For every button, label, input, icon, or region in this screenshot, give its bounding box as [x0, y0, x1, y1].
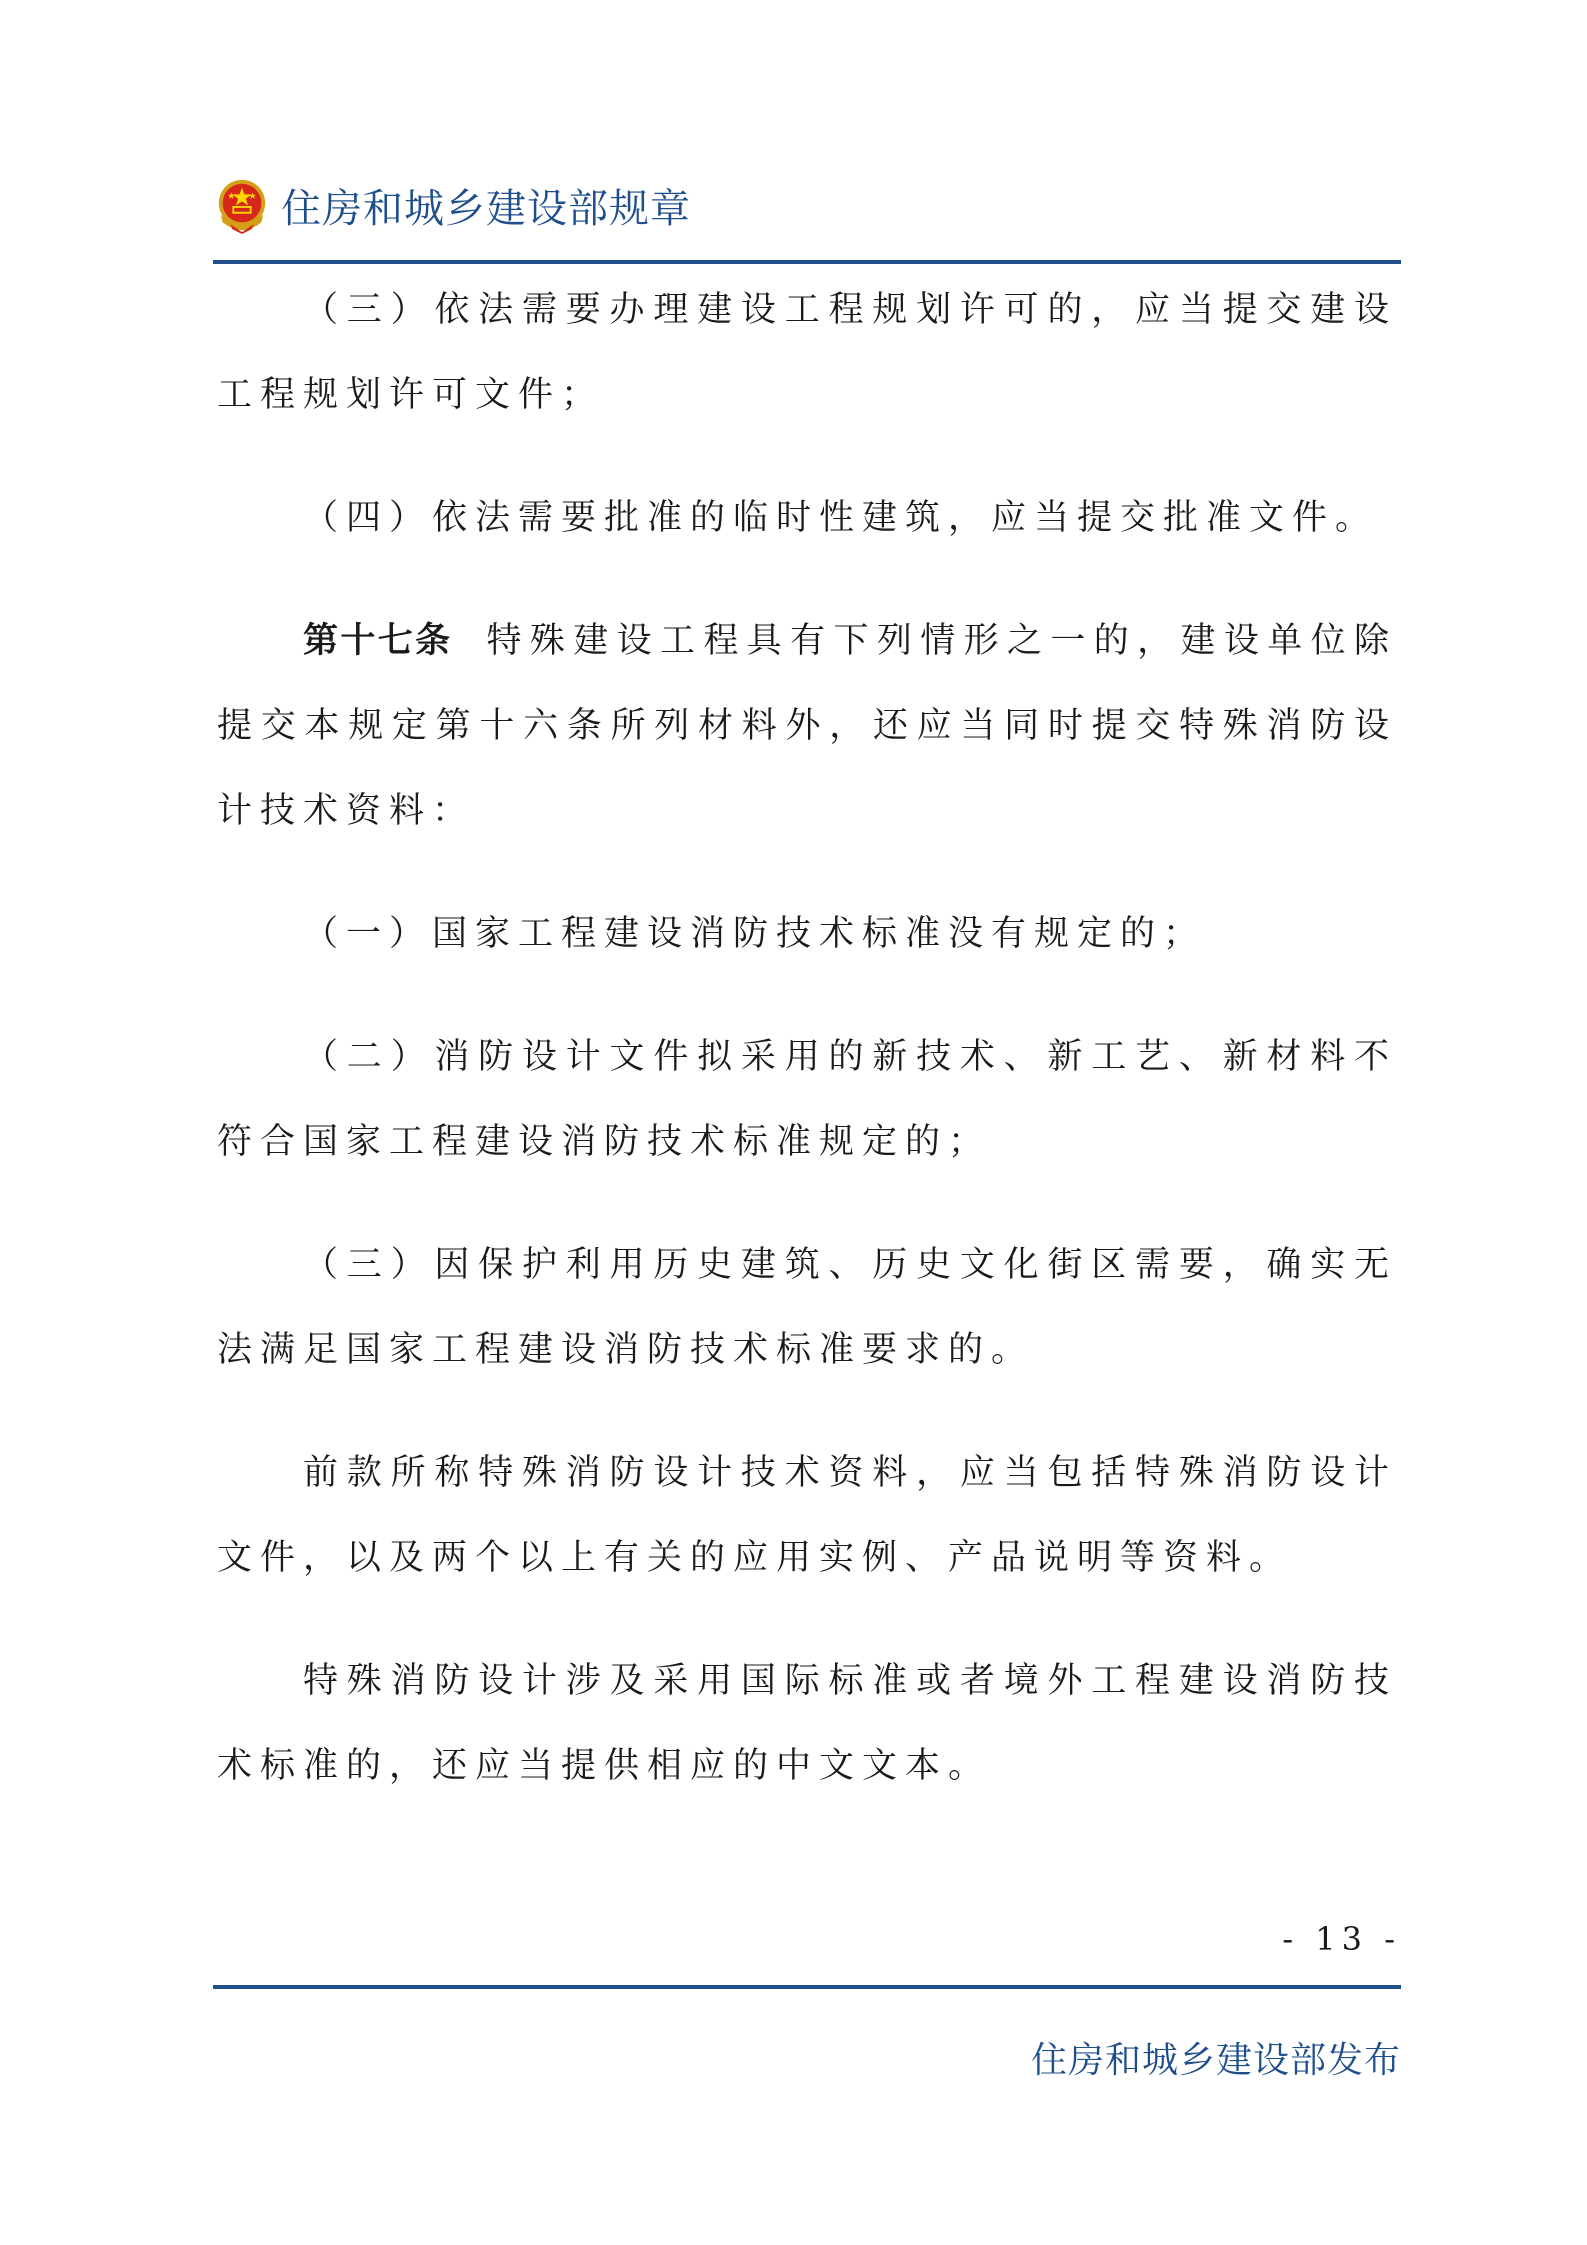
national-emblem-icon — [213, 176, 271, 234]
header-divider — [213, 260, 1401, 264]
paragraph-text: 特殊建设工程具有下列情形之一的，建设单位除提交本规定第十六条所列材料外，还应当同时提交特殊消防设计技术资料： — [217, 621, 1397, 831]
paragraph — [217, 1015, 1397, 1185]
page-number: - 13 - — [1282, 1920, 1401, 1958]
paragraph-text: （三）依法需要办理建设工程规划许可的，应当提交建设工程规划许可文件； — [217, 290, 1397, 415]
document-body — [217, 268, 1397, 1847]
paragraph — [217, 892, 1397, 977]
footer-divider — [213, 1985, 1401, 1989]
paragraph-text: 特殊消防设计涉及采用国际标准或者境外工程建设消防技术标准的，还应当提供相应的中文文本。 — [217, 1661, 1397, 1786]
paragraph — [217, 1223, 1397, 1393]
page-header — [213, 170, 691, 240]
footer-publisher: 住房和城乡建设部发布 — [1030, 2040, 1401, 2081]
paragraph-text: （三）因保护利用历史建筑、历史文化街区需要，确实无法满足国家工程建设消防技术标准要求的。 — [217, 1245, 1397, 1370]
paragraph-text: （一）国家工程建设消防技术标准没有规定的； — [303, 914, 1207, 954]
article-paragraph — [217, 599, 1397, 854]
paragraph — [217, 476, 1397, 561]
article-number: 第十七条 — [303, 621, 453, 661]
paragraph-text: （四）依法需要批准的临时性建筑，应当提交批准文件。 — [303, 498, 1379, 538]
paragraph — [217, 1431, 1397, 1601]
paragraph — [217, 1639, 1397, 1809]
paragraph — [217, 268, 1397, 438]
paragraph-text: （二）消防设计文件拟采用的新技术、新工艺、新材料不符合国家工程建设消防技术标准规定的； — [217, 1037, 1397, 1162]
header-title: 住房和城乡建设部规章 — [281, 185, 691, 232]
paragraph-text: 前款所称特殊消防设计技术资料，应当包括特殊消防设计文件，以及两个以上有关的应用实例、产品说明等资料。 — [217, 1453, 1397, 1578]
